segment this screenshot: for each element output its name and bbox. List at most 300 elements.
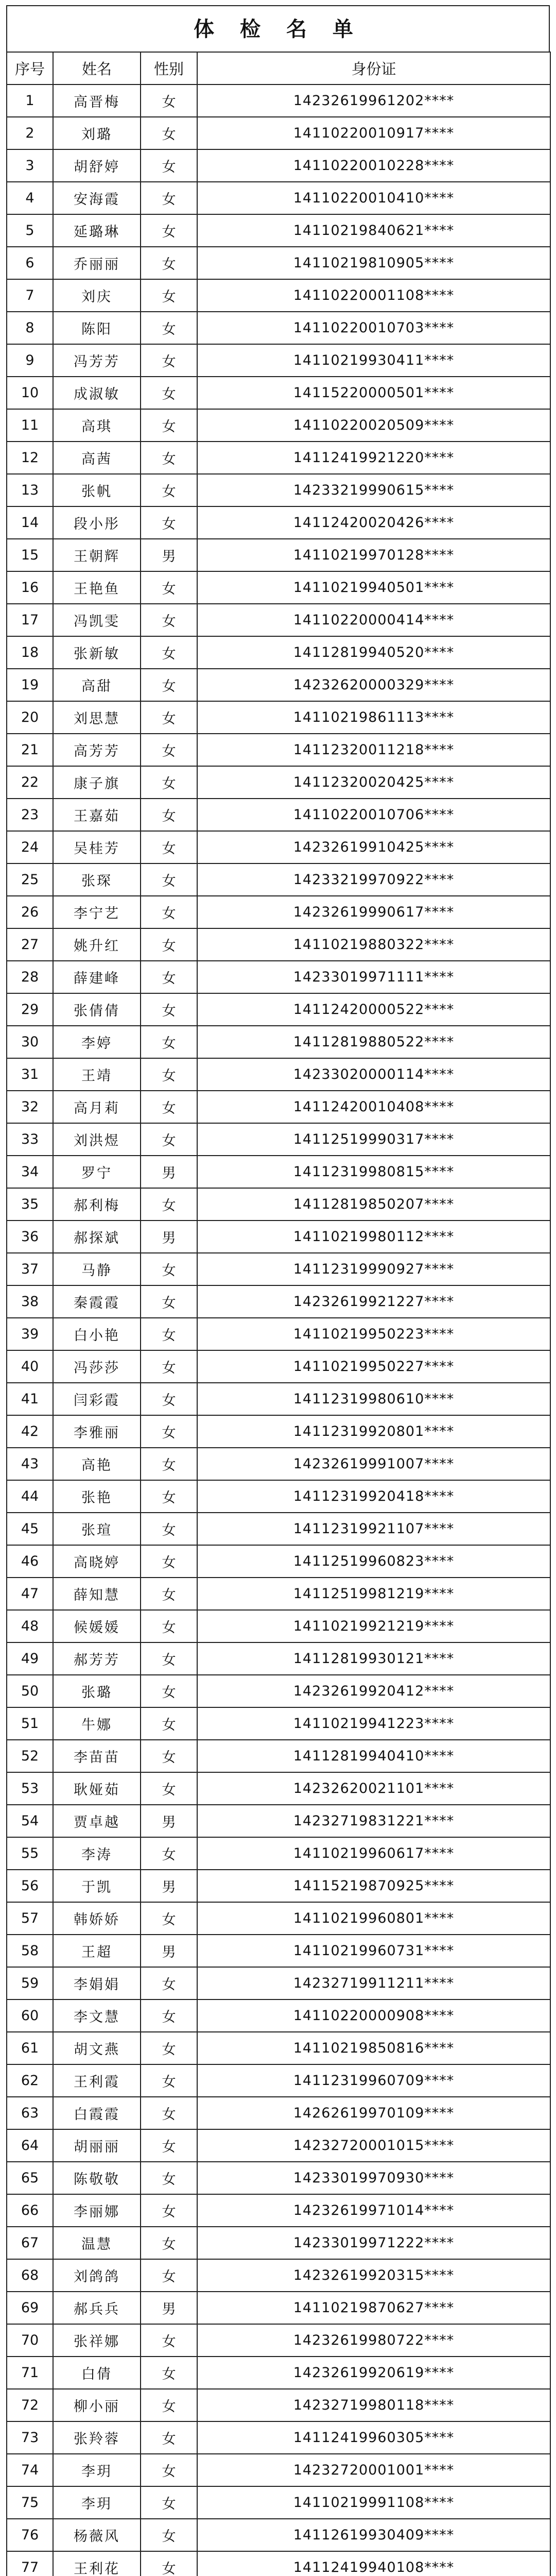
header-name: 姓名 bbox=[53, 52, 141, 84]
gender-cell: 女 bbox=[141, 1740, 197, 1772]
serial-cell: 35 bbox=[7, 1188, 53, 1221]
gender-cell: 女 bbox=[141, 961, 197, 993]
gender-cell: 女 bbox=[141, 1350, 197, 1383]
gender-cell: 女 bbox=[141, 377, 197, 409]
serial-cell: 72 bbox=[7, 2389, 53, 2421]
gender-cell: 女 bbox=[141, 409, 197, 442]
table-row bbox=[7, 182, 550, 214]
name-cell: 杨薇风 bbox=[53, 2519, 141, 2551]
gender-cell: 女 bbox=[141, 863, 197, 896]
name-cell: 张琛 bbox=[53, 863, 141, 896]
gender-cell: 女 bbox=[141, 1285, 197, 1318]
id-number-cell: 14110219850816**** bbox=[197, 2032, 550, 2064]
table-row bbox=[7, 2519, 550, 2551]
id-number-cell: 14112819880522**** bbox=[197, 1026, 550, 1058]
header-gender: 性别 bbox=[141, 52, 197, 84]
name-cell: 候媛媛 bbox=[53, 1610, 141, 1642]
serial-cell: 8 bbox=[7, 312, 53, 344]
id-number-cell: 14112319980610**** bbox=[197, 1383, 550, 1415]
name-cell: 王嘉茹 bbox=[53, 799, 141, 831]
id-number-cell: 14115220000501**** bbox=[197, 377, 550, 409]
gender-cell: 女 bbox=[141, 1448, 197, 1480]
gender-cell: 女 bbox=[141, 1675, 197, 1707]
name-cell: 陈阳 bbox=[53, 312, 141, 344]
table-row bbox=[7, 961, 550, 993]
table-row bbox=[7, 1318, 550, 1350]
id-number-cell: 14110219960617**** bbox=[197, 1837, 550, 1870]
table-row bbox=[7, 701, 550, 734]
id-number-cell: 14112319960709**** bbox=[197, 2064, 550, 2097]
name-cell: 郝芳芳 bbox=[53, 1642, 141, 1675]
table-row bbox=[7, 2357, 550, 2389]
table-row bbox=[7, 604, 550, 636]
gender-cell: 女 bbox=[141, 2064, 197, 2097]
table-row bbox=[7, 1642, 550, 1675]
serial-cell: 30 bbox=[7, 1026, 53, 1058]
serial-cell: 53 bbox=[7, 1772, 53, 1805]
serial-cell: 51 bbox=[7, 1707, 53, 1740]
gender-cell: 女 bbox=[141, 247, 197, 279]
name-cell: 白霞霞 bbox=[53, 2097, 141, 2129]
serial-cell: 64 bbox=[7, 2129, 53, 2162]
table-row bbox=[7, 344, 550, 377]
serial-cell: 77 bbox=[7, 2551, 53, 2576]
table-row bbox=[7, 1123, 550, 1156]
name-cell: 张羚蓉 bbox=[53, 2421, 141, 2454]
table-row bbox=[7, 2421, 550, 2454]
name-cell: 马静 bbox=[53, 1253, 141, 1285]
table-row bbox=[7, 1383, 550, 1415]
serial-cell: 3 bbox=[7, 149, 53, 182]
gender-cell: 女 bbox=[141, 2162, 197, 2194]
id-number-cell: 14112819850207**** bbox=[197, 1188, 550, 1221]
gender-cell: 女 bbox=[141, 1058, 197, 1091]
serial-cell: 10 bbox=[7, 377, 53, 409]
table-row bbox=[7, 2162, 550, 2194]
name-cell: 王靖 bbox=[53, 1058, 141, 1091]
serial-cell: 17 bbox=[7, 604, 53, 636]
gender-cell: 女 bbox=[141, 831, 197, 863]
gender-cell: 女 bbox=[141, 1188, 197, 1221]
serial-cell: 2 bbox=[7, 117, 53, 149]
gender-cell: 女 bbox=[141, 117, 197, 149]
name-cell: 乔丽丽 bbox=[53, 247, 141, 279]
gender-cell: 女 bbox=[141, 312, 197, 344]
gender-cell: 女 bbox=[141, 1967, 197, 1999]
name-cell: 李玥 bbox=[53, 2486, 141, 2519]
table-row bbox=[7, 799, 550, 831]
gender-cell: 女 bbox=[141, 1610, 197, 1642]
gender-cell: 女 bbox=[141, 571, 197, 604]
name-cell: 张祥娜 bbox=[53, 2324, 141, 2357]
id-number-cell: 14112319920801**** bbox=[197, 1415, 550, 1448]
name-cell: 李玥 bbox=[53, 2454, 141, 2486]
name-cell: 韩娇娇 bbox=[53, 1902, 141, 1935]
id-number-cell: 14110220010917**** bbox=[197, 117, 550, 149]
name-cell: 白小艳 bbox=[53, 1318, 141, 1350]
serial-cell: 54 bbox=[7, 1805, 53, 1837]
serial-cell: 16 bbox=[7, 571, 53, 604]
serial-cell: 4 bbox=[7, 182, 53, 214]
id-number-cell: 14112319921107**** bbox=[197, 1513, 550, 1545]
serial-cell: 32 bbox=[7, 1091, 53, 1123]
id-number-cell: 14112420010408**** bbox=[197, 1091, 550, 1123]
table-row bbox=[7, 636, 550, 669]
serial-cell: 38 bbox=[7, 1285, 53, 1318]
name-cell: 李涛 bbox=[53, 1837, 141, 1870]
serial-cell: 58 bbox=[7, 1935, 53, 1967]
name-cell: 延璐琳 bbox=[53, 214, 141, 247]
id-number-cell: 14110219930411**** bbox=[197, 344, 550, 377]
table-row bbox=[7, 766, 550, 799]
table-row bbox=[7, 1513, 550, 1545]
table-row bbox=[7, 2292, 550, 2324]
serial-cell: 18 bbox=[7, 636, 53, 669]
name-cell: 薛建峰 bbox=[53, 961, 141, 993]
table-row bbox=[7, 1935, 550, 1967]
gender-cell: 女 bbox=[141, 214, 197, 247]
serial-cell: 26 bbox=[7, 896, 53, 928]
id-number-cell: 14110219921219**** bbox=[197, 1610, 550, 1642]
gender-cell: 女 bbox=[141, 2227, 197, 2259]
serial-cell: 7 bbox=[7, 279, 53, 312]
id-number-cell: 14110219960801**** bbox=[197, 1902, 550, 1935]
gender-cell: 女 bbox=[141, 2421, 197, 2454]
name-cell: 胡舒婷 bbox=[53, 149, 141, 182]
serial-cell: 73 bbox=[7, 2421, 53, 2454]
serial-cell: 40 bbox=[7, 1350, 53, 1383]
id-number-cell: 14110220010228**** bbox=[197, 149, 550, 182]
serial-cell: 75 bbox=[7, 2486, 53, 2519]
id-number-cell: 14232619921227**** bbox=[197, 1285, 550, 1318]
table-row bbox=[7, 2486, 550, 2519]
gender-cell: 男 bbox=[141, 539, 197, 571]
exam-list-sheet bbox=[6, 5, 550, 2576]
name-cell: 张新敏 bbox=[53, 636, 141, 669]
serial-cell: 70 bbox=[7, 2324, 53, 2357]
table-row bbox=[7, 2032, 550, 2064]
id-number-cell: 14232619910425**** bbox=[197, 831, 550, 863]
id-number-cell: 14110219950227**** bbox=[197, 1350, 550, 1383]
id-number-cell: 14110220010410**** bbox=[197, 182, 550, 214]
gender-cell: 女 bbox=[141, 2389, 197, 2421]
table-row bbox=[7, 1480, 550, 1513]
page-title: 体 检 名 单 bbox=[6, 5, 550, 52]
id-number-cell: 14110219880322**** bbox=[197, 928, 550, 961]
id-number-cell: 14232619920315**** bbox=[197, 2259, 550, 2292]
table-row bbox=[7, 247, 550, 279]
table-row bbox=[7, 214, 550, 247]
serial-cell: 19 bbox=[7, 669, 53, 701]
serial-cell: 62 bbox=[7, 2064, 53, 2097]
id-number-cell: 14110219960731**** bbox=[197, 1935, 550, 1967]
gender-cell: 女 bbox=[141, 1318, 197, 1350]
gender-cell: 男 bbox=[141, 1870, 197, 1902]
gender-cell: 女 bbox=[141, 799, 197, 831]
gender-cell: 男 bbox=[141, 1221, 197, 1253]
id-number-cell: 14233219990615**** bbox=[197, 474, 550, 506]
gender-cell: 女 bbox=[141, 1837, 197, 1870]
table-row bbox=[7, 1740, 550, 1772]
name-cell: 罗宁 bbox=[53, 1156, 141, 1188]
serial-cell: 11 bbox=[7, 409, 53, 442]
gender-cell: 女 bbox=[141, 2357, 197, 2389]
header-id-number: 身份证 bbox=[197, 52, 550, 84]
id-number-cell: 14110219861113**** bbox=[197, 701, 550, 734]
serial-cell: 33 bbox=[7, 1123, 53, 1156]
id-number-cell: 14232719980118**** bbox=[197, 2389, 550, 2421]
serial-cell: 9 bbox=[7, 344, 53, 377]
name-cell: 李娟娟 bbox=[53, 1967, 141, 1999]
id-number-cell: 14110220001108**** bbox=[197, 279, 550, 312]
name-cell: 胡文燕 bbox=[53, 2032, 141, 2064]
id-number-cell: 14110219941223**** bbox=[197, 1707, 550, 1740]
table-row bbox=[7, 571, 550, 604]
name-cell: 李苗苗 bbox=[53, 1740, 141, 1772]
table-row bbox=[7, 2097, 550, 2129]
table-body bbox=[7, 84, 550, 2576]
name-cell: 王利花 bbox=[53, 2551, 141, 2576]
name-cell: 张璐 bbox=[53, 1675, 141, 1707]
gender-cell: 女 bbox=[141, 1026, 197, 1058]
gender-cell: 女 bbox=[141, 1642, 197, 1675]
serial-cell: 5 bbox=[7, 214, 53, 247]
table-row bbox=[7, 1221, 550, 1253]
id-number-cell: 14232619961202**** bbox=[197, 84, 550, 117]
name-cell: 李雅丽 bbox=[53, 1415, 141, 1448]
serial-cell: 37 bbox=[7, 1253, 53, 1285]
serial-cell: 1 bbox=[7, 84, 53, 117]
id-number-cell: 14112819940410**** bbox=[197, 1740, 550, 1772]
name-cell: 高琪 bbox=[53, 409, 141, 442]
gender-cell: 男 bbox=[141, 2292, 197, 2324]
id-number-cell: 14112319990927**** bbox=[197, 1253, 550, 1285]
id-number-cell: 14112519981219**** bbox=[197, 1578, 550, 1610]
id-number-cell: 14110220000908**** bbox=[197, 1999, 550, 2032]
id-number-cell: 14232619920619**** bbox=[197, 2357, 550, 2389]
table-row bbox=[7, 279, 550, 312]
name-cell: 郝利梅 bbox=[53, 1188, 141, 1221]
gender-cell: 女 bbox=[141, 2032, 197, 2064]
serial-cell: 47 bbox=[7, 1578, 53, 1610]
serial-cell: 36 bbox=[7, 1221, 53, 1253]
serial-cell: 34 bbox=[7, 1156, 53, 1188]
name-cell: 安海霞 bbox=[53, 182, 141, 214]
name-cell: 王艳鱼 bbox=[53, 571, 141, 604]
name-cell: 刘璐 bbox=[53, 117, 141, 149]
name-cell: 李丽娜 bbox=[53, 2194, 141, 2227]
serial-cell: 67 bbox=[7, 2227, 53, 2259]
serial-cell: 65 bbox=[7, 2162, 53, 2194]
table-row bbox=[7, 863, 550, 896]
name-cell: 秦霞霞 bbox=[53, 1285, 141, 1318]
name-cell: 李婷 bbox=[53, 1026, 141, 1058]
table-row bbox=[7, 1772, 550, 1805]
gender-cell: 女 bbox=[141, 2194, 197, 2227]
gender-cell: 女 bbox=[141, 149, 197, 182]
name-cell: 姚升红 bbox=[53, 928, 141, 961]
serial-cell: 43 bbox=[7, 1448, 53, 1480]
name-cell: 于凯 bbox=[53, 1870, 141, 1902]
serial-cell: 22 bbox=[7, 766, 53, 799]
gender-cell: 女 bbox=[141, 442, 197, 474]
id-number-cell: 14232619991007**** bbox=[197, 1448, 550, 1480]
id-number-cell: 14110220020509**** bbox=[197, 409, 550, 442]
gender-cell: 女 bbox=[141, 604, 197, 636]
gender-cell: 女 bbox=[141, 2097, 197, 2129]
name-cell: 温慧 bbox=[53, 2227, 141, 2259]
serial-cell: 63 bbox=[7, 2097, 53, 2129]
name-cell: 高艳 bbox=[53, 1448, 141, 1480]
serial-cell: 39 bbox=[7, 1318, 53, 1350]
name-cell: 刘鸽鸽 bbox=[53, 2259, 141, 2292]
table-row bbox=[7, 2259, 550, 2292]
gender-cell: 女 bbox=[141, 2519, 197, 2551]
name-cell: 李宁艺 bbox=[53, 896, 141, 928]
gender-cell: 女 bbox=[141, 1091, 197, 1123]
serial-cell: 69 bbox=[7, 2292, 53, 2324]
name-cell: 闫彩霞 bbox=[53, 1383, 141, 1415]
table-row bbox=[7, 1967, 550, 1999]
header-serial: 序号 bbox=[7, 52, 53, 84]
table-row bbox=[7, 734, 550, 766]
name-cell: 王利霞 bbox=[53, 2064, 141, 2097]
serial-cell: 14 bbox=[7, 506, 53, 539]
table-row bbox=[7, 1026, 550, 1058]
serial-cell: 41 bbox=[7, 1383, 53, 1415]
name-cell: 郝兵兵 bbox=[53, 2292, 141, 2324]
gender-cell: 女 bbox=[141, 928, 197, 961]
gender-cell: 女 bbox=[141, 1545, 197, 1578]
exam-list-table bbox=[6, 52, 551, 2576]
gender-cell: 女 bbox=[141, 1253, 197, 1285]
id-number-cell: 14110219970128**** bbox=[197, 539, 550, 571]
gender-cell: 女 bbox=[141, 1707, 197, 1740]
serial-cell: 6 bbox=[7, 247, 53, 279]
id-number-cell: 14115219870925**** bbox=[197, 1870, 550, 1902]
serial-cell: 31 bbox=[7, 1058, 53, 1091]
gender-cell: 女 bbox=[141, 2259, 197, 2292]
gender-cell: 女 bbox=[141, 896, 197, 928]
id-number-cell: 14112319980815**** bbox=[197, 1156, 550, 1188]
serial-cell: 23 bbox=[7, 799, 53, 831]
table-row bbox=[7, 539, 550, 571]
table-row bbox=[7, 831, 550, 863]
id-number-cell: 14112419921220**** bbox=[197, 442, 550, 474]
name-cell: 张艳 bbox=[53, 1480, 141, 1513]
gender-cell: 女 bbox=[141, 2454, 197, 2486]
serial-cell: 59 bbox=[7, 1967, 53, 1999]
id-number-cell: 14232719831221**** bbox=[197, 1805, 550, 1837]
name-cell: 王超 bbox=[53, 1935, 141, 1967]
table-row bbox=[7, 1545, 550, 1578]
table-row bbox=[7, 1156, 550, 1188]
serial-cell: 55 bbox=[7, 1837, 53, 1870]
name-cell: 成淑敏 bbox=[53, 377, 141, 409]
id-number-cell: 14112519960823**** bbox=[197, 1545, 550, 1578]
id-number-cell: 14232619980722**** bbox=[197, 2324, 550, 2357]
serial-cell: 42 bbox=[7, 1415, 53, 1448]
table-row bbox=[7, 506, 550, 539]
id-number-cell: 14110219950223**** bbox=[197, 1318, 550, 1350]
id-number-cell: 14232620021101**** bbox=[197, 1772, 550, 1805]
name-cell: 王朝辉 bbox=[53, 539, 141, 571]
gender-cell: 女 bbox=[141, 701, 197, 734]
name-cell: 张帆 bbox=[53, 474, 141, 506]
table-row bbox=[7, 409, 550, 442]
gender-cell: 女 bbox=[141, 1513, 197, 1545]
table-row bbox=[7, 1188, 550, 1221]
table-row bbox=[7, 1870, 550, 1902]
serial-cell: 12 bbox=[7, 442, 53, 474]
serial-cell: 71 bbox=[7, 2357, 53, 2389]
id-number-cell: 14233219970922**** bbox=[197, 863, 550, 896]
serial-cell: 49 bbox=[7, 1642, 53, 1675]
gender-cell: 女 bbox=[141, 279, 197, 312]
serial-cell: 66 bbox=[7, 2194, 53, 2227]
id-number-cell: 14110219840621**** bbox=[197, 214, 550, 247]
table-row bbox=[7, 669, 550, 701]
name-cell: 高甜 bbox=[53, 669, 141, 701]
name-cell: 李文慧 bbox=[53, 1999, 141, 2032]
gender-cell: 男 bbox=[141, 1805, 197, 1837]
name-cell: 吴桂芳 bbox=[53, 831, 141, 863]
name-cell: 郝探斌 bbox=[53, 1221, 141, 1253]
table-row bbox=[7, 1285, 550, 1318]
serial-cell: 20 bbox=[7, 701, 53, 734]
name-cell: 张瑄 bbox=[53, 1513, 141, 1545]
table-row bbox=[7, 1902, 550, 1935]
gender-cell: 女 bbox=[141, 344, 197, 377]
table-row bbox=[7, 474, 550, 506]
serial-cell: 28 bbox=[7, 961, 53, 993]
id-number-cell: 14232619990617**** bbox=[197, 896, 550, 928]
id-number-cell: 14232719911211**** bbox=[197, 1967, 550, 1999]
id-number-cell: 14110220010703**** bbox=[197, 312, 550, 344]
table-row bbox=[7, 928, 550, 961]
table-row bbox=[7, 2129, 550, 2162]
id-number-cell: 14262619970109**** bbox=[197, 2097, 550, 2129]
serial-cell: 46 bbox=[7, 1545, 53, 1578]
name-cell: 刘洪煜 bbox=[53, 1123, 141, 1156]
gender-cell: 女 bbox=[141, 2129, 197, 2162]
table-row bbox=[7, 442, 550, 474]
name-cell: 牛娜 bbox=[53, 1707, 141, 1740]
name-cell: 刘庆 bbox=[53, 279, 141, 312]
id-number-cell: 14112420020426**** bbox=[197, 506, 550, 539]
gender-cell: 女 bbox=[141, 84, 197, 117]
id-number-cell: 14233020000114**** bbox=[197, 1058, 550, 1091]
id-number-cell: 14112319920418**** bbox=[197, 1480, 550, 1513]
serial-cell: 44 bbox=[7, 1480, 53, 1513]
serial-cell: 60 bbox=[7, 1999, 53, 2032]
table-header-row bbox=[7, 52, 550, 84]
serial-cell: 76 bbox=[7, 2519, 53, 2551]
table-row bbox=[7, 312, 550, 344]
gender-cell: 女 bbox=[141, 474, 197, 506]
name-cell: 高晋梅 bbox=[53, 84, 141, 117]
serial-cell: 21 bbox=[7, 734, 53, 766]
gender-cell: 女 bbox=[141, 1772, 197, 1805]
id-number-cell: 14110219870627**** bbox=[197, 2292, 550, 2324]
gender-cell: 女 bbox=[141, 2324, 197, 2357]
name-cell: 冯芳芳 bbox=[53, 344, 141, 377]
gender-cell: 女 bbox=[141, 2486, 197, 2519]
name-cell: 柳小丽 bbox=[53, 2389, 141, 2421]
name-cell: 康子旗 bbox=[53, 766, 141, 799]
table-row bbox=[7, 149, 550, 182]
id-number-cell: 14112819940520**** bbox=[197, 636, 550, 669]
